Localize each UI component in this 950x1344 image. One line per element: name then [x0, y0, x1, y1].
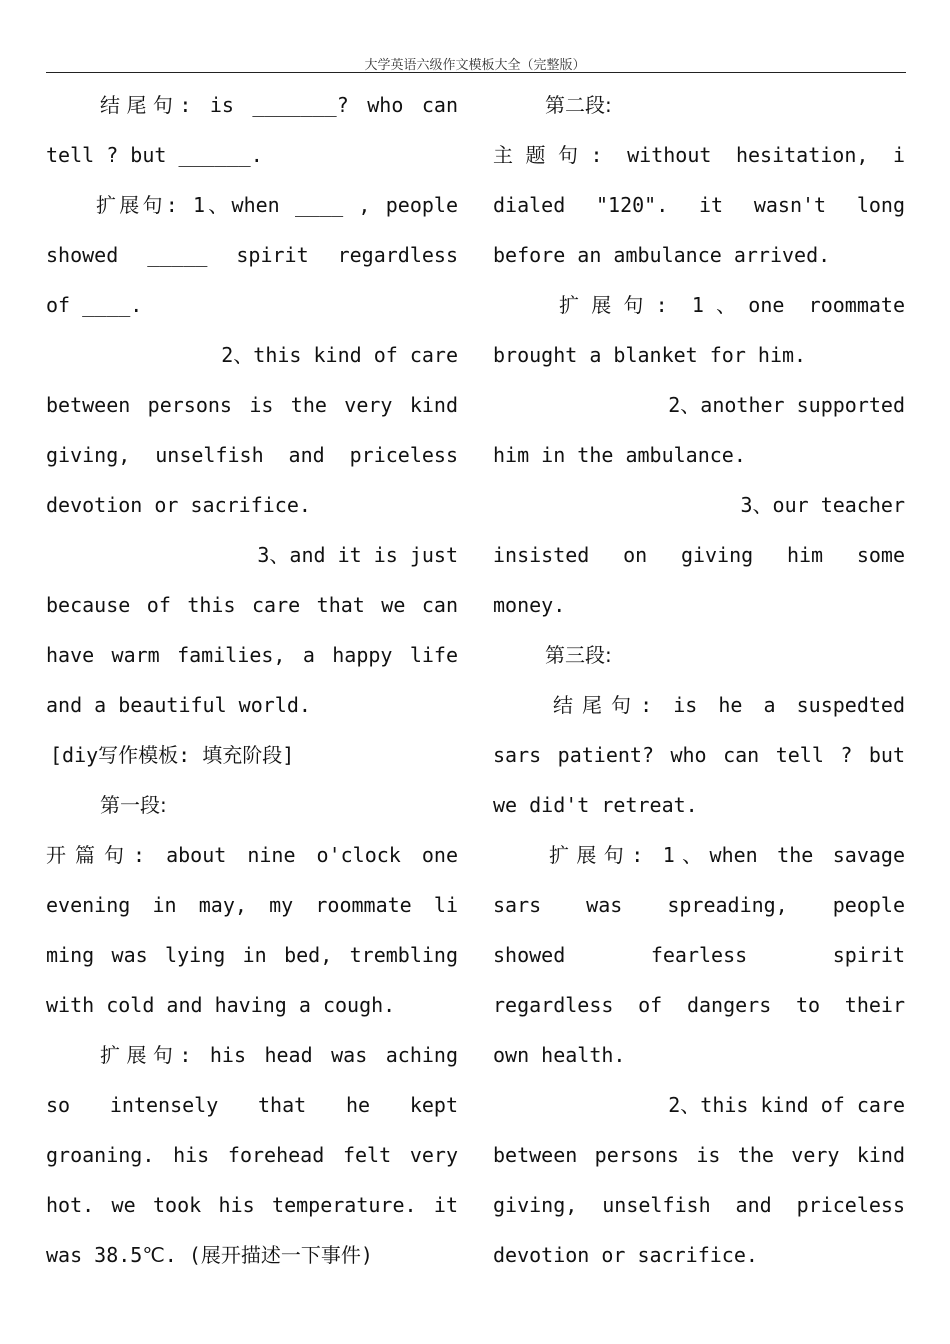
text-line: evening in may, my roommate li: [46, 893, 458, 917]
text-line: before an ambulance arrived.: [493, 243, 831, 267]
text-line: 主题句: without hesitation, i: [493, 143, 905, 167]
text-line: 2、this kind of care: [668, 1093, 905, 1117]
text-line: have warm families, a happy life: [46, 643, 458, 667]
text-line: devotion or sacrifice.: [46, 493, 311, 517]
text-line: 扩展句: 1、when the savage: [549, 843, 905, 867]
paragraph-label: 第三段:: [545, 643, 612, 667]
text-line: brought a blanket for him.: [493, 343, 807, 367]
text-line: 扩展句: 1、when ____ , people: [96, 193, 458, 217]
page-header: 大学英语六级作文模板大全（完整版）: [364, 58, 586, 73]
text-line: 扩展句: his head was aching: [100, 1043, 458, 1067]
text-line: and a beautiful world.: [46, 693, 311, 717]
text-line: of ____.: [46, 293, 143, 317]
text-line: 3、and it is just: [257, 543, 458, 567]
text-line: 结尾句: is he a suspedted: [553, 693, 905, 717]
text-line: groaning. his forehead felt very: [46, 1143, 458, 1167]
text-line: showed _____ spirit regardless: [46, 243, 458, 267]
text-line: ming was lying in bed, trembling: [46, 943, 458, 967]
text-line: giving, unselfish and priceless: [46, 443, 458, 467]
text-line: 3、our teacher: [740, 493, 905, 517]
header-rule: [46, 72, 906, 73]
text-line: so intensely that he kept: [46, 1093, 458, 1117]
text-line: sars was spreading, people: [493, 893, 905, 917]
text-line: because of this care that we can: [46, 593, 458, 617]
text-line: between persons is the very kind: [46, 393, 458, 417]
text-line: 结尾句: is _______? who can: [100, 93, 458, 117]
text-line: between persons is the very kind: [493, 1143, 905, 1167]
section-heading: [diy写作模板: 填充阶段]: [50, 743, 295, 767]
text-line: regardless of dangers to their: [493, 993, 905, 1017]
text-line: devotion or sacrifice.: [493, 1243, 758, 1267]
text-line: 开篇句: about nine o'clock one: [46, 843, 458, 867]
text-line: giving, unselfish and priceless: [493, 1193, 905, 1217]
text-line: 2、this kind of care: [221, 343, 458, 367]
text-line: tell ? but ______.: [46, 143, 263, 167]
text-line: with cold and having a cough.: [46, 993, 396, 1017]
paragraph-label: 第一段:: [100, 793, 167, 817]
text-line: him in the ambulance.: [493, 443, 746, 467]
text-line: showed fearless spirit: [493, 943, 905, 967]
text-line: money.: [493, 593, 566, 617]
text-line: we did't retreat.: [493, 793, 698, 817]
text-line: 2、another supported: [668, 393, 905, 417]
text-line: insisted on giving him some: [493, 543, 905, 567]
text-line: own health.: [493, 1043, 626, 1067]
text-line: dialed "120". it wasn't long: [493, 193, 905, 217]
text-line: sars patient? who can tell ? but: [493, 743, 905, 767]
text-line: 扩展句: 1、one roommate: [559, 293, 905, 317]
paragraph-label: 第二段:: [545, 93, 612, 117]
text-line: hot. we took his temperature. it: [46, 1193, 458, 1217]
text-line: was 38.5℃. (展开描述一下事件): [46, 1243, 373, 1267]
